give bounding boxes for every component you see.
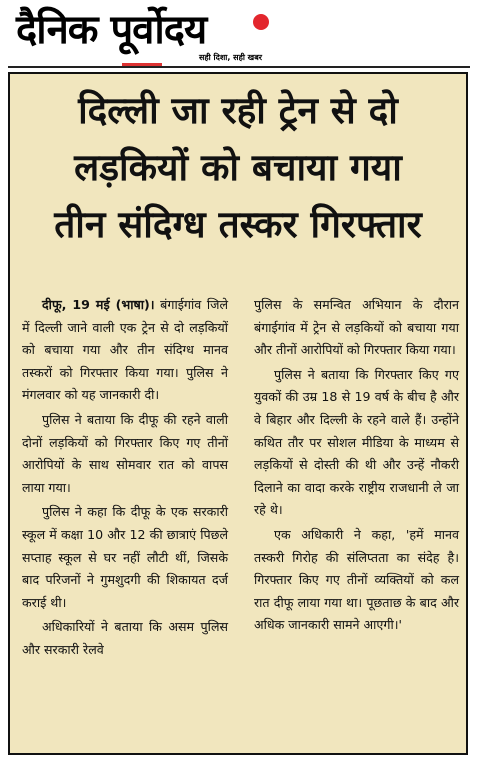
masthead-divider [8, 66, 470, 68]
logo-badge-icon [253, 14, 269, 30]
article-paragraph: अधिकारियों ने बताया कि असम पुलिस और सरकारी रेलवे [22, 619, 228, 657]
masthead [0, 0, 478, 70]
article-paragraph: पुलिस के समन्वित अभियान के दौरान बंगाईगांव में ट्रेन से लड़कियों को बचाया गया और तीनों आरोपियों को गिरफ्तार किया गया। [254, 297, 459, 358]
article-column-right [254, 294, 459, 637]
article-paragraph: पुलिस ने बताया कि गिरफ्तार किए गए युवकों की उम्र 18 से 19 वर्ष के बीच है और वे बिहार और दिल्ली के रहने वाले हैं। उन्होंने कथित तौर पर सोशल मीडिया के माध्यम से लड़कियों से दोस्ती की थी और उन्हें नौकरी दिलाने का वादा करके राष्ट्रीय राजधानी ले जा रहे थे। [254, 366, 459, 518]
headline-line-2: लड़कियों को बचाया गया [74, 146, 402, 189]
headline-line-3: तीन संदिग्ध तस्कर गिरफ्तार [54, 203, 422, 246]
headline [10, 82, 466, 253]
dateline: दीफू, 19 मई (भाषा)। [42, 297, 155, 312]
article-paragraph: पुलिस ने बताया कि दीफू की रहने वाली दोनों लड़कियों को गिरफ्तार किए गए तीनों आरोपियों के साथ सोमवार रात को वापस लाया गया। [22, 411, 228, 495]
article-paragraph: एक अधिकारी ने कहा, 'हमें मानव तस्करी गिरोह की संलिप्तता का संदेह है। गिरफ्तार किए गए तीनों व्यक्तियों को कल रात दीफू लाया गया था। पूछताछ के बाद और अधिक जानकारी सामने आएगी।' [254, 526, 459, 633]
article-paragraph: पुलिस ने कहा कि दीफू के एक सरकारी स्कूल में कक्षा 10 और 12 की छात्राएं पिछले सप्ताह स्कूल से घर नहीं लौटी थीं, जिसके बाद परिजनों ने गुमशुदगी की शिकायत दर्ज कराई थी। [22, 504, 228, 610]
article-paragraph: बंगाईगांव जिले में दिल्ली जाने वाली एक ट्रेन से दो लड़कियों को बचाया गया और तीन संदिग्ध मानव तस्करों को गिरफ्तार किया गया। पुलिस ने मंगलवार को यह जानकारी दी। [22, 297, 228, 403]
headline-line-1: दिल्ली जा रही ट्रेन से दो [78, 89, 398, 132]
article-column-left [22, 294, 228, 662]
newspaper-tagline: सही दिशा, सही खबर [199, 53, 263, 62]
newspaper-title: दैनिक पूर्वोदय [16, 7, 207, 53]
news-clipping [8, 72, 468, 755]
